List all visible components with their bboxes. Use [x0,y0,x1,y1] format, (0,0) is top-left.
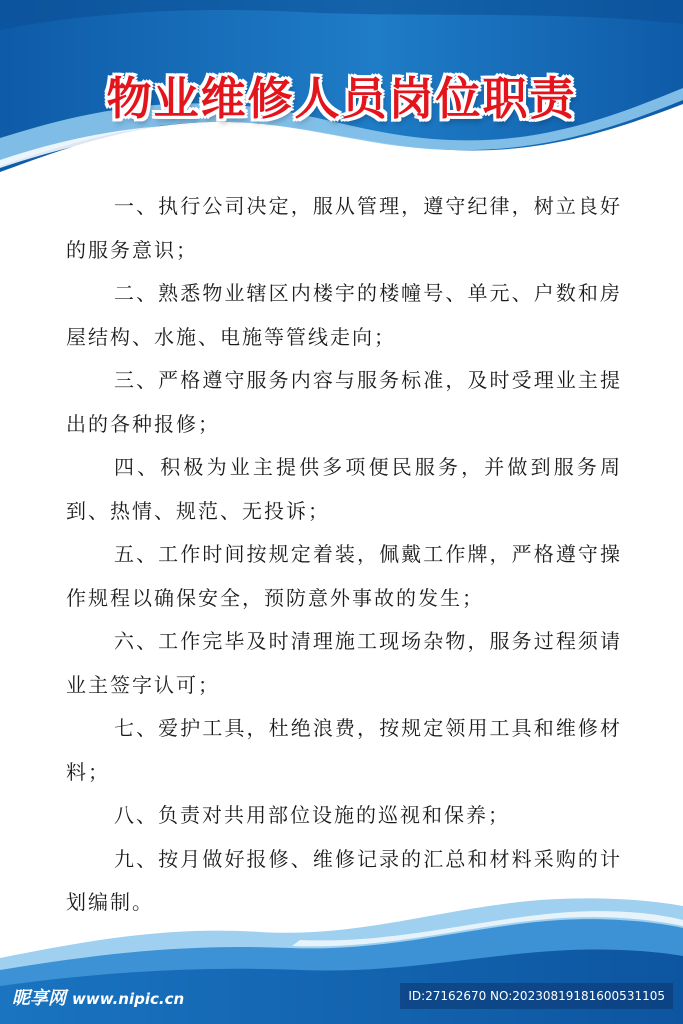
watermark-brand [12,984,184,1010]
duty-item-2: 二、熟悉物业辖区内楼宇的楼幢号、单元、户数和房屋结构、水施、电施等管线走向； [66,281,622,349]
watermark-brand-name: 昵享网 [12,988,66,1009]
watermark-id-bar: ID:27162670 NO:20230819181600531105 [400,983,673,1009]
duty-item-9: 九、按月做好报修、维修记录的汇总和材料采购的计划编制。 [66,846,622,914]
duty-item-7: 七、爱护工具，杜绝浪费，按规定领用工具和维修材料； [66,716,622,784]
watermark-site: www.nipic.cn [72,990,185,1008]
duty-item-3: 三、严格遵守服务内容与服务标准，及时受理业主提出的各种报修； [66,368,622,436]
duty-list [66,185,622,925]
duty-item-8: 八、负责对共用部位设施的巡视和保养； [114,803,510,827]
duty-item-4: 四、积极为业主提供多项便民服务，并做到服务周到、热情、规范、无投诉； [66,455,622,523]
duty-item-5: 五、工作时间按规定着装，佩戴工作牌，严格遵守操作规程以确保安全，预防意外事故的发生； [66,542,622,610]
duty-item-6: 六、工作完毕及时清理施工现场杂物，服务过程须请业主签字认可； [66,629,622,697]
duty-item-1: 一、执行公司决定，服从管理，遵守纪律，树立良好的服务意识； [66,194,622,262]
page-title: 物业维修人员岗位职责 [106,72,577,125]
